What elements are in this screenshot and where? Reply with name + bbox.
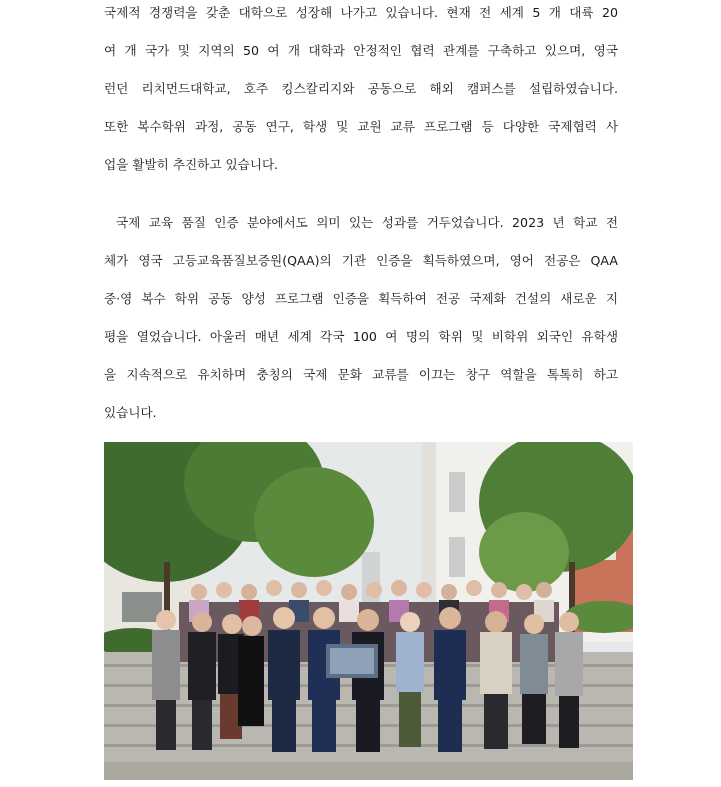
text-line xyxy=(104,288,618,326)
group-photo-illustration xyxy=(104,442,633,780)
text-line-content: 업을 활발히 추진하고 있습니다. xyxy=(104,157,279,172)
text-line xyxy=(104,364,618,402)
text-line-content: 또한 복수학위 과정, 공동 연구, 학생 및 교원 교류 프로그램 등 다양한 국제협력 사 xyxy=(104,119,618,134)
text-line-content: 평을 열었습니다. 아울러 매년 세계 각국 100 여 명의 학위 및 비학위 외국인 유학생 xyxy=(104,329,618,344)
text-line-content: 체가 영국 고등교육품질보증원(QAA)의 기관 인증을 획득하였으며, 영어 전공은 QAA xyxy=(104,253,618,268)
text-line xyxy=(104,154,618,192)
text-line-content: 있습니다. xyxy=(104,405,157,420)
text-line xyxy=(104,2,618,40)
text-line xyxy=(104,78,618,116)
text-line xyxy=(104,402,618,440)
text-line xyxy=(104,40,618,78)
text-line-content: 국제 교육 품질 인증 분야에서도 의미 있는 성과를 거두었습니다. 2023 년 학교 전 xyxy=(116,215,618,230)
text-line-content: 을 지속적으로 유치하며 충칭의 국제 문화 교류를 이끄는 창구 역할을 톡톡히 하고 xyxy=(104,367,618,382)
text-line xyxy=(104,250,618,288)
text-line xyxy=(104,212,618,250)
text-line-content: 중·영 복수 학위 공동 양성 프로그램 인증을 획득하여 전공 국제화 건설의 새로운 지 xyxy=(104,291,618,306)
group-photo xyxy=(104,442,633,780)
text-line-content: 국제적 경쟁력을 갖춘 대학으로 성장해 나가고 있습니다. 현재 전 세계 5 개 대륙 20 xyxy=(104,5,618,20)
text-line xyxy=(104,116,618,154)
text-line-content: 여 개 국가 및 지역의 50 여 개 대학과 안정적인 협력 관계를 구축하고 있으며, 영국 xyxy=(104,43,618,58)
paragraph-international-cooperation xyxy=(104,2,618,192)
text-line xyxy=(104,326,618,364)
text-line-content: 런던 리치먼드대학교, 호주 킹스칼리지와 공동으로 해외 캠퍼스를 설립하였습니다. xyxy=(104,81,618,96)
paragraph-quality-accreditation xyxy=(104,212,618,440)
